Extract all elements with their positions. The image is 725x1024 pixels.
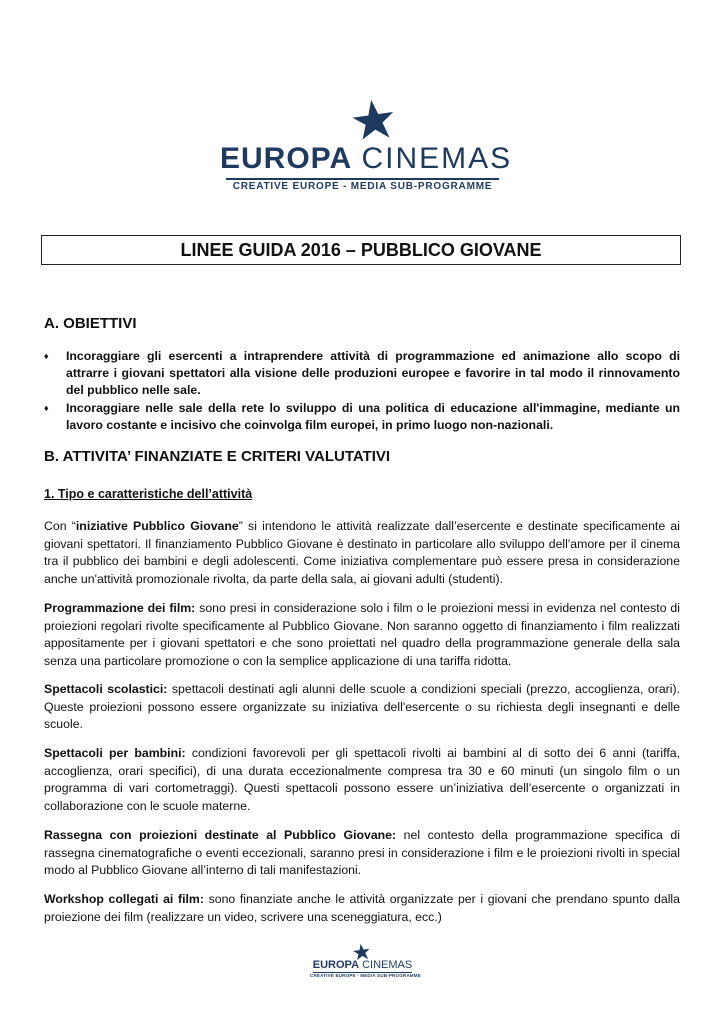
paragraph-spettacoli-bambini	[44, 745, 680, 815]
paragraph-rassegna	[44, 827, 680, 880]
logo-brand-light: CINEMAS	[361, 142, 513, 175]
paragraph-label: Programmazione dei film:	[44, 601, 196, 615]
footer-brand-light: CINEMAS	[362, 959, 413, 971]
intro-paragraph	[44, 518, 680, 588]
paragraph-label: Rassegna con proiezioni destinate al Pubblico Giovane:	[44, 828, 397, 842]
intro-pre: Con “	[44, 519, 76, 533]
paragraph-text: condizioni favorevoli per gli spettacoli rivolti ai bambini al di sotto dei 6 anni (tariffa, accoglienza, orari specifici), di una durata eccezionalmente compresa tra 30 e 60 minuti (un singolo film o un programma di vari cortometraggi). Questi spettacoli possono essere un’iniziativa dell’esercente o organizzati in collaborazione con le scuole materne.	[44, 746, 680, 813]
paragraph-workshop	[44, 891, 680, 926]
bullet-text: Incoraggiare gli esercenti a intraprendere attività di programmazione ed animazione allo scopo di attrarre i giovani spettatori alla visione delle produzioni europee e favorire in tal modo il rinnovamento del pubblico nelle sale.	[66, 349, 680, 398]
list-item	[44, 400, 680, 434]
paragraph-spettacoli-scolastici	[44, 681, 680, 734]
footer-logo-brand	[310, 959, 415, 971]
star-icon	[350, 98, 394, 142]
intro-post: ” si intendono le attività realizzate dall’esercente e destinate specificamente ai giovani spettatori. Il finanziamento Pubblico Giovane è destinato in particolare allo sviluppo dell'amore per il cinema tra il pubblico dei bambini e degli adolescenti. Come iniziativa complementare può essere presa in considerazione anche un'attività promozionale rivolta, da parte della sala, ai giovani adulti (studenti).	[44, 519, 680, 586]
intro-bold: iniziative Pubblico Giovane	[75, 519, 239, 533]
paragraph-programmazione	[44, 600, 680, 670]
footer-brand-bold: EUROPA	[312, 959, 360, 971]
footer-logo-subtitle: CREATIVE EUROPE - MEDIA SUB-PROGRAMME	[310, 973, 421, 978]
logo-divider	[226, 178, 499, 180]
section-a-heading: A. OBIETTIVI	[44, 315, 137, 332]
europa-cinemas-logo	[220, 98, 513, 198]
diamond-bullet-icon: ♦	[44, 402, 49, 413]
paragraph-text: sono presi in considerazione solo i film o le proiezioni messi in evidenza nel contesto di proiezioni regolari rivolte specificamente al Pubblico Giovane. Non saranno oggetto di finanziamento i film realizzati appositamente per i giovani spettatori e che sono proiettati nel quadro della programmazione generale della sala senza una particolare promozione o con la semplice applicazione di una tariffa ridotta.	[44, 601, 680, 668]
paragraph-label: Spettacoli per bambini:	[44, 746, 186, 760]
paragraph-label: Workshop collegati ai film:	[44, 892, 204, 906]
objectives-list	[44, 348, 680, 434]
bullet-text: Incoraggiare nelle sale della rete lo sviluppo di una politica di educazione all'immagine, mediante un lavoro costante e incisivo che coinvolga film europei, in primo luogo non-nazionali.	[66, 400, 680, 432]
paragraph-label: Spettacoli scolastici:	[44, 682, 168, 696]
diamond-bullet-icon: ♦	[44, 351, 49, 361]
section-b-heading: B. ATTIVITA’ FINANZIATE E CRITERI VALUTATIVI	[44, 448, 391, 465]
list-item	[44, 348, 680, 400]
document-title: LINEE GUIDA 2016 – PUBBLICO GIOVANE	[41, 235, 681, 265]
footer-logo	[310, 943, 421, 981]
logo-subtitle: CREATIVE EUROPE - MEDIA SUB-PROGRAMME	[232, 181, 493, 192]
paragraph-text: spettacoli destinati agli alunni delle scuole a condizioni speciali (prezzo, accoglienza, orari). Queste proiezioni possono essere organizzate su iniziativa dell'esercente o su richiesta degli insegnanti e delle scuole.	[44, 682, 680, 732]
paragraph-text: sono finanziate anche le attività organizzate per i giovani che prendano spunto dalla proiezione dei film (realizzare un video, scrivere una sceneggiatura, ecc.)	[44, 892, 680, 924]
paragraph-text: nel contesto della programmazione specifica di rassegna cinematografiche o eventi eccezionali, saranno presi in considerazione i film e le proiezioni rivolti in special modo al Pubblico Giovane all’interno di tali manifestazioni.	[44, 828, 680, 878]
logo-brand	[220, 142, 513, 176]
subsection-heading: 1. Tipo e caratteristiche dell’attività	[44, 487, 253, 501]
logo-brand-bold: EUROPA	[220, 142, 353, 175]
